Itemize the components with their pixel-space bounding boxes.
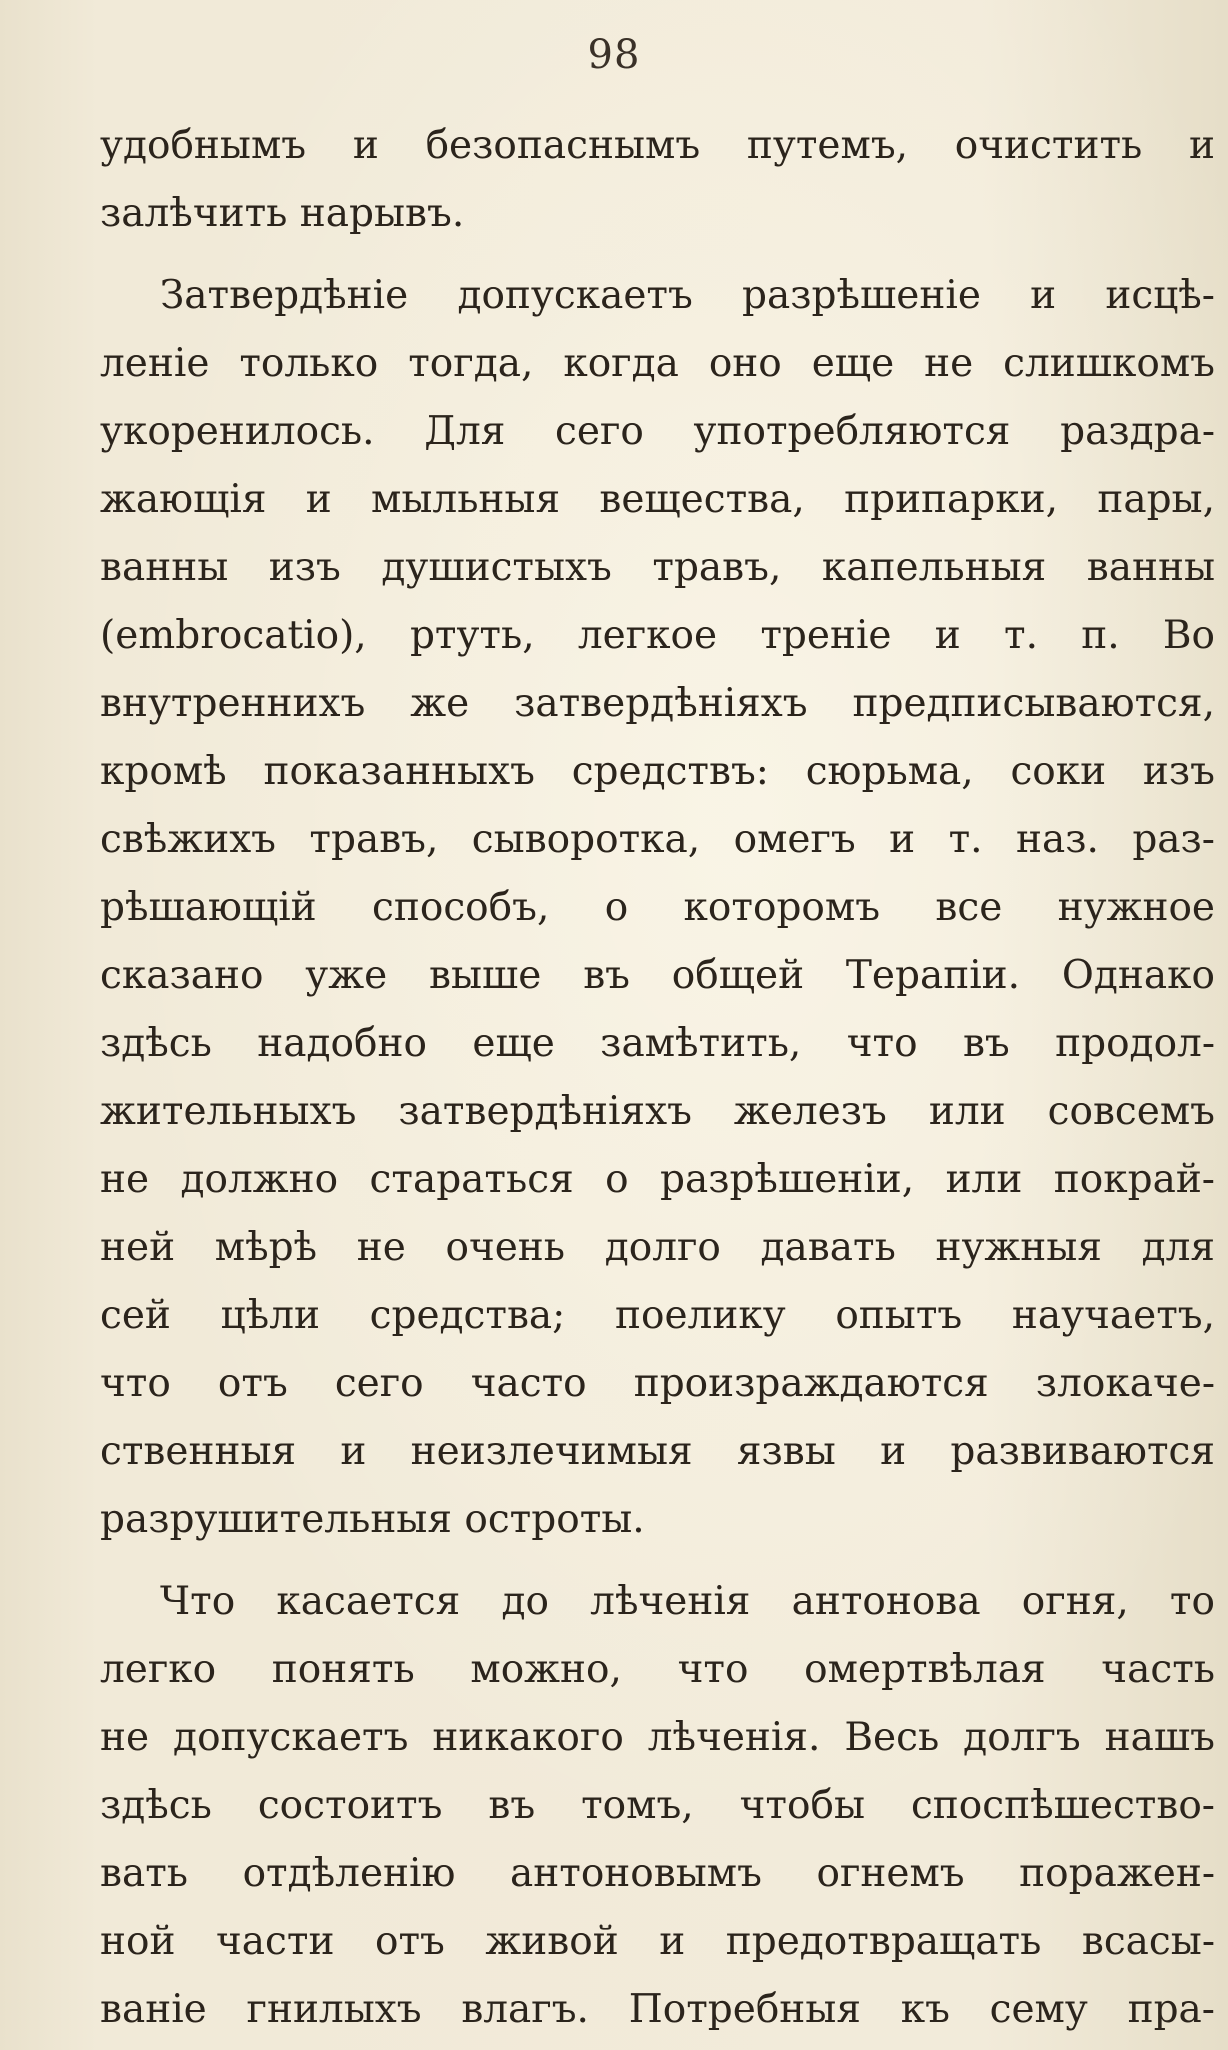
text-line: что отъ сего часто произраждаются злокаче- [100,1361,1215,1406]
text-line: сказано уже выше въ общей Терапіи. Однако [100,953,1215,998]
paragraph-1 [100,112,1215,248]
text-line: укоренилось. Для сего употребляются раздра- [100,409,1215,454]
text-line: леніе только тогда, когда оно еще не слишкомъ [100,341,1215,386]
text-line: ней мѣрѣ не очень долго давать нужныя для [100,1225,1215,1270]
text-line: сей цѣли средства; поелику опытъ научаетъ, [100,1293,1215,1338]
text-line: вать отдѣленію антоновымъ огнемъ поражен- [100,1851,1215,1896]
text-line: легко понять можно, что омертвѣлая часть [100,1647,1215,1692]
text-line: свѣжихъ травъ, сыворотка, омегъ и т. наз. раз- [100,817,1215,862]
text-line: жающія и мыльныя вещества, припарки, пары, [100,477,1215,522]
text-line: рѣшающій способъ, о которомъ все нужное [100,885,1215,930]
text-line: ванны изъ душистыхъ травъ, капельныя ванны [100,545,1215,590]
text-line: (embrocatio), ртуть, легкое треніе и т. п. Во [100,613,1215,658]
text-line: Что касается до лѣченія антонова огня, то [160,1579,1215,1624]
text-line: жительныхъ затвердѣніяхъ железъ или совсемъ [100,1089,1215,1134]
text-line: Затвердѣніе допускаетъ разрѣшеніе и исцѣ- [160,273,1215,318]
text-line: не допускаетъ никакого лѣченія. Весь долгъ нашъ [100,1715,1215,1760]
text-line: разрушительныя остроты. [100,1497,645,1542]
text-line: кромѣ показанныхъ средствъ: сюрьма, соки изъ [100,749,1215,794]
text-line: внутреннихъ же затвердѣніяхъ предписываются, [100,681,1215,726]
paragraph-3 [100,1568,1215,2044]
text-line: залѣчить нарывъ. [100,191,465,236]
body-text [100,112,1215,2044]
text-line: ной части отъ живой и предотвращать всасы- [100,1919,1215,1964]
page-number: 98 [587,32,641,78]
text-line: ваніе гнилыхъ влагъ. Потребныя къ сему пра- [100,1987,1215,2032]
text-line: здѣсь состоитъ въ томъ, чтобы споспѣшество- [100,1783,1215,1828]
text-line: ственныя и неизлечимыя язвы и развиваются [100,1429,1215,1474]
text-line: здѣсь надобно еще замѣтить, что въ продол- [100,1021,1215,1066]
paragraph-2 [100,262,1215,1554]
text-line: не должно стараться о разрѣшеніи, или покрай- [100,1157,1215,1202]
text-line: удобнымъ и безопаснымъ путемъ, очистить и [100,123,1215,168]
